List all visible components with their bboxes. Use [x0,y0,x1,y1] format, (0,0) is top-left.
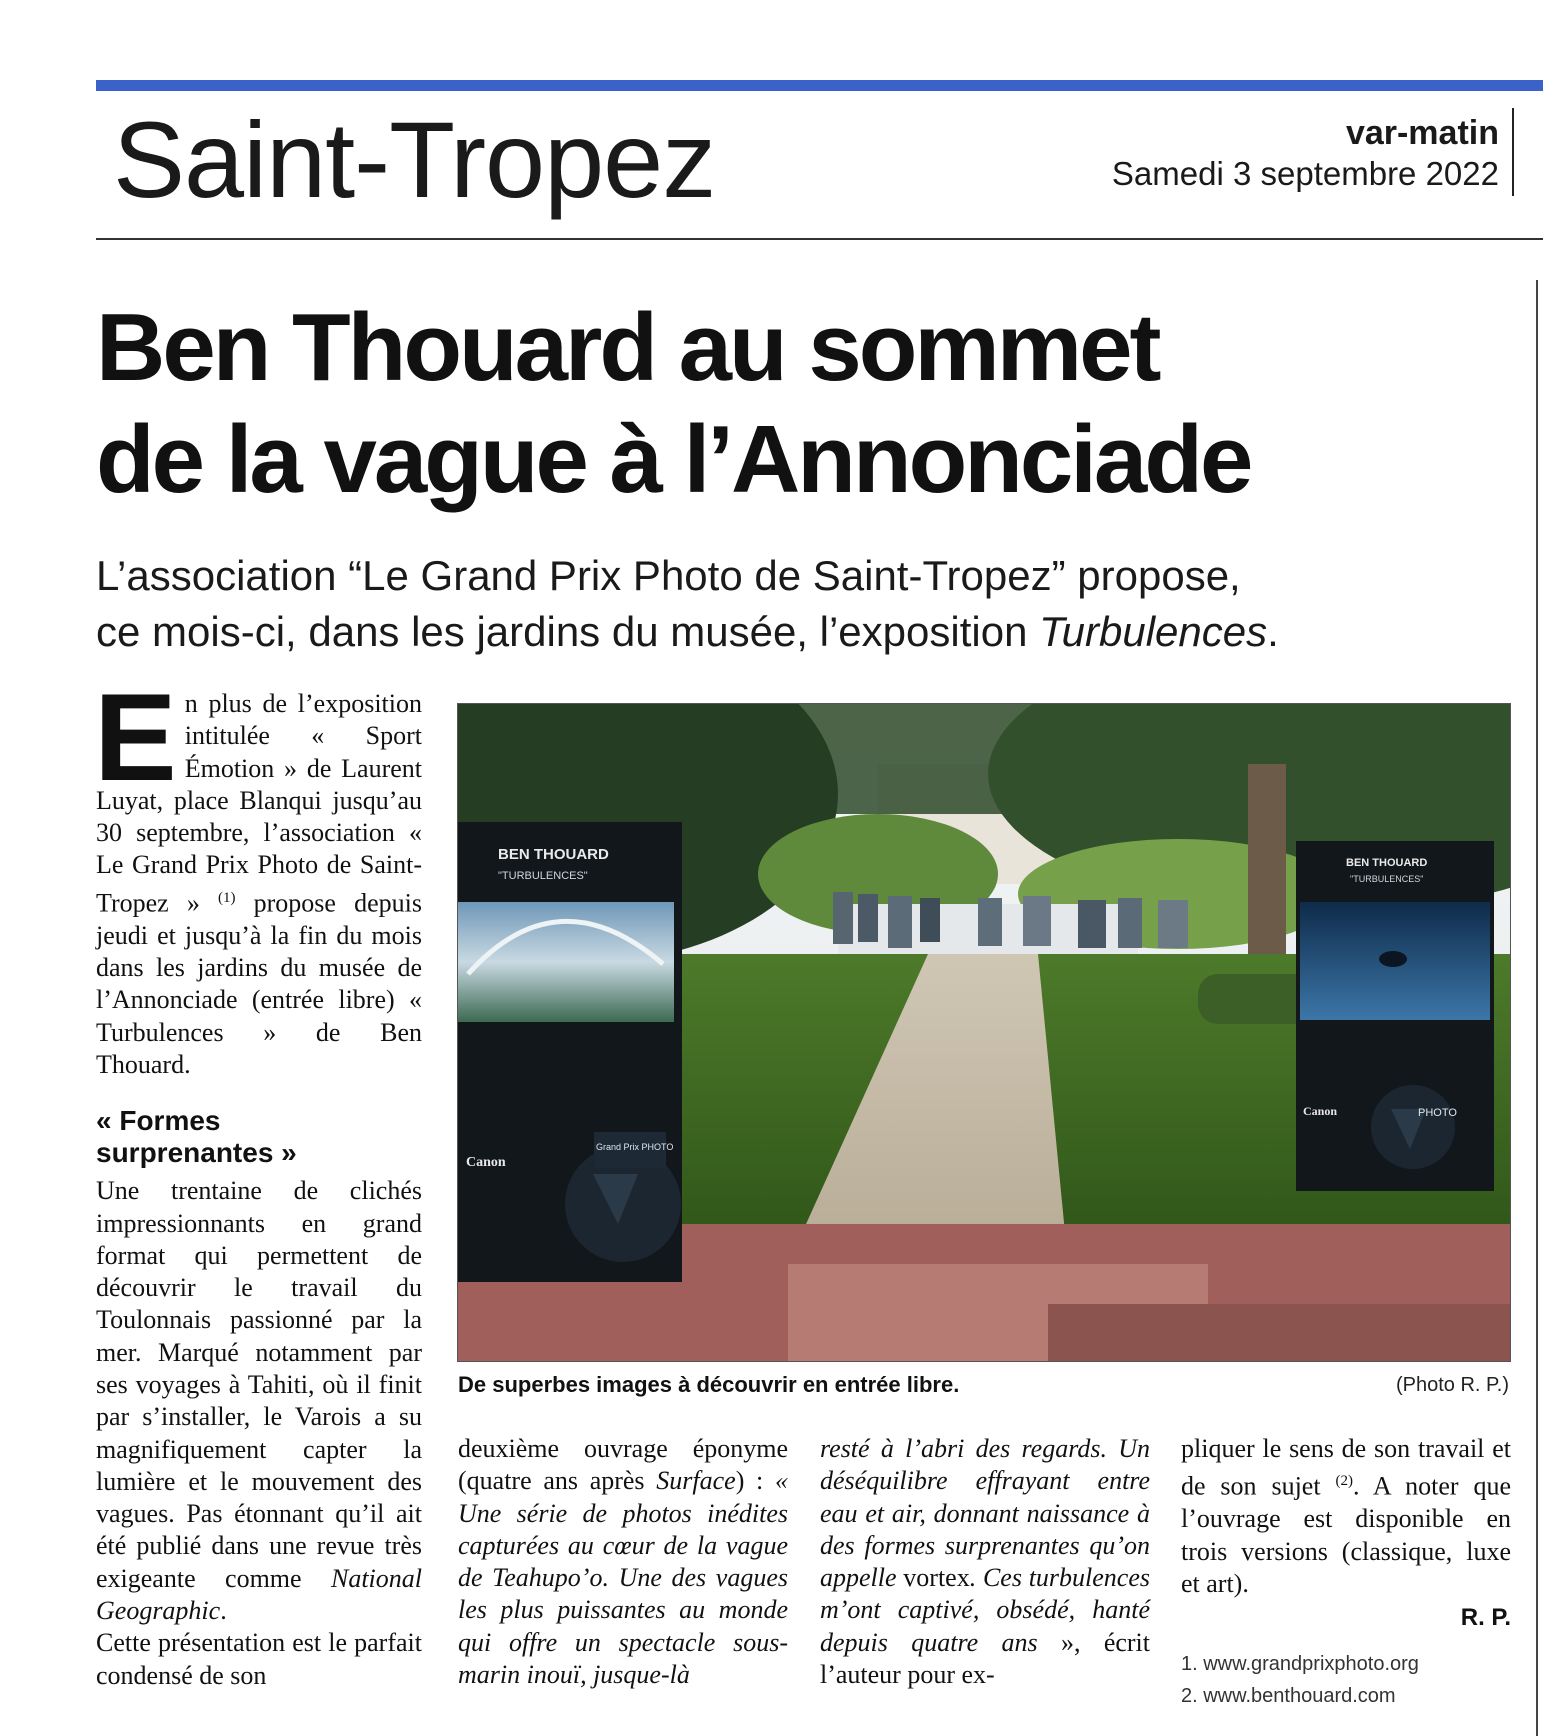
intro-text-b: propose depuis jeudi et jusqu’à la fin du mois dans les jardins du musée de l’Annonciade (entrée libre) « Turbulences » de Ben Thouard. [96,888,422,1079]
standfirst-text: ce mois-ci, dans les jardins du musée, l’exposition [96,608,1040,655]
column-4-text-a: pliquer le sens de son travail et de son sujet [1181,1434,1511,1501]
paragraph-intro [94,669,422,1081]
headline-line-2: de la vague à l’Annonciade [96,406,1251,513]
left-panel-canon-logo: Canon [466,1155,506,1170]
article-column-2 [458,1433,788,1691]
column-3-vortex: vortex [903,1563,970,1593]
column-2-text [458,1433,788,1691]
left-panel-subtitle: "TURBULENCES" [498,870,588,882]
right-panel-subtitle: "TURBULENCES" [1350,874,1424,884]
author-signature: R. P. [1460,1604,1511,1632]
subheading-line-2: surprenantes » [96,1137,297,1169]
footnote-1: 1. www.grandprixphoto.org [1181,1653,1419,1676]
paragraph-2 [96,1175,422,1627]
drop-cap: E [94,669,177,807]
article-column-1 [94,669,422,1692]
magazine-name: National Geographic [96,1563,422,1626]
exhibition-title: Turbulences [1039,608,1268,655]
left-exhibition-panel [458,822,682,1282]
exhibition-photo [457,703,1511,1362]
headline-line-1: Ben Thouard au sommet [96,294,1159,401]
photo-caption: De superbes images à découvrir en entrée libre. [458,1372,960,1397]
column-3-text-b: . Ces turbulences m’ont captivé, obsédé, hanté depuis quatre ans [820,1563,1150,1657]
left-panel-title: BEN THOUARD [498,846,609,863]
author-quote: « Une série de photos inédites capturées au cœur de la vague de Teahupo’o. Une des vagues les plus puissantes au monde qui offre un spectacle sous-marin inouï, jusque-là [458,1466,788,1690]
column-4-text [1181,1433,1511,1600]
issue-date: Samedi 3 septembre 2022 [1111,155,1499,192]
headline [96,292,1526,516]
column-2-text-b: ) : [735,1466,775,1496]
column-edge-rule [1536,280,1538,1736]
right-exhibition-panel [1296,841,1494,1191]
right-panel-badge: PHOTO [1418,1107,1457,1119]
left-panel-badge: Grand Prix PHOTO [596,1142,674,1152]
photo-credit: (Photo R. P.) [1395,1374,1509,1396]
newspaper-name: var-matin [1345,114,1499,152]
article-column-4 [1181,1433,1511,1712]
paragraph-3: Cette présentation est le parfait condensé de son [96,1628,422,1690]
subheading-line-1: « Formes [96,1105,221,1137]
footnotes [1181,1648,1511,1712]
standfirst-line-1: L’association “Le Grand Prix Photo de Saint-Tropez” propose, [96,552,1241,599]
top-color-bar [96,80,1543,91]
paragraph-2-text-a: Une trentaine de clichés impressionnants en grand format qui permettent de découvrir le travail du Toulonnais passionné par la mer. Marqué notamment par ses voyages à Tahiti, où il finit par s’installer, le Varois a su magnifiquement capter la lumière et le mouvement des vagues. Pas étonnant qu’il ait été publié dans une revue très exigeante comme [96,1176,422,1593]
column-3-text [820,1433,1150,1691]
standfirst [96,548,1536,660]
subheading [96,1105,422,1169]
section-title: Saint-Tropez [113,99,716,220]
standfirst-period: . [1267,608,1279,655]
standfirst-line-2 [96,604,1536,660]
footnote-ref-1: (1) [218,889,236,906]
column-3-attribution: », écrit l’auteur pour ex- [820,1627,1151,1690]
header-rule [96,238,1543,240]
column-2-text-a: deuxième ouvrage éponyme (quatre ans après [458,1434,788,1496]
date-divider [1512,108,1514,196]
column-4-text-b: . A noter que l’ouvrage est disponible en trois versions (classique, luxe et art). [1181,1471,1512,1598]
column-3-text-a: resté à l’abri des regards. Un déséquilibre effrayant entre eau et air, donnant naissance à des formes surprenantes qu’on appelle [820,1434,1150,1593]
right-panel-canon-logo: Canon [1303,1104,1338,1118]
intro-text-a: n plus de l’exposition intitulée « Sport Émotion » de Laurent Luyat, place Blanqui jusqu’au 30 septembre, l’association « Le Grand Prix Photo de Saint-Tropez » [96,689,422,918]
footnote-2: 2. www.benthouard.com [1181,1685,1396,1708]
article-column-3 [820,1433,1150,1691]
book-title: Surface [656,1466,736,1496]
footnote-ref-2: (2) [1335,1473,1353,1490]
garden-photo-illustration [458,704,1510,1361]
paragraph-2-text-b: . [220,1596,227,1626]
right-panel-title: BEN THOUARD [1346,857,1428,869]
